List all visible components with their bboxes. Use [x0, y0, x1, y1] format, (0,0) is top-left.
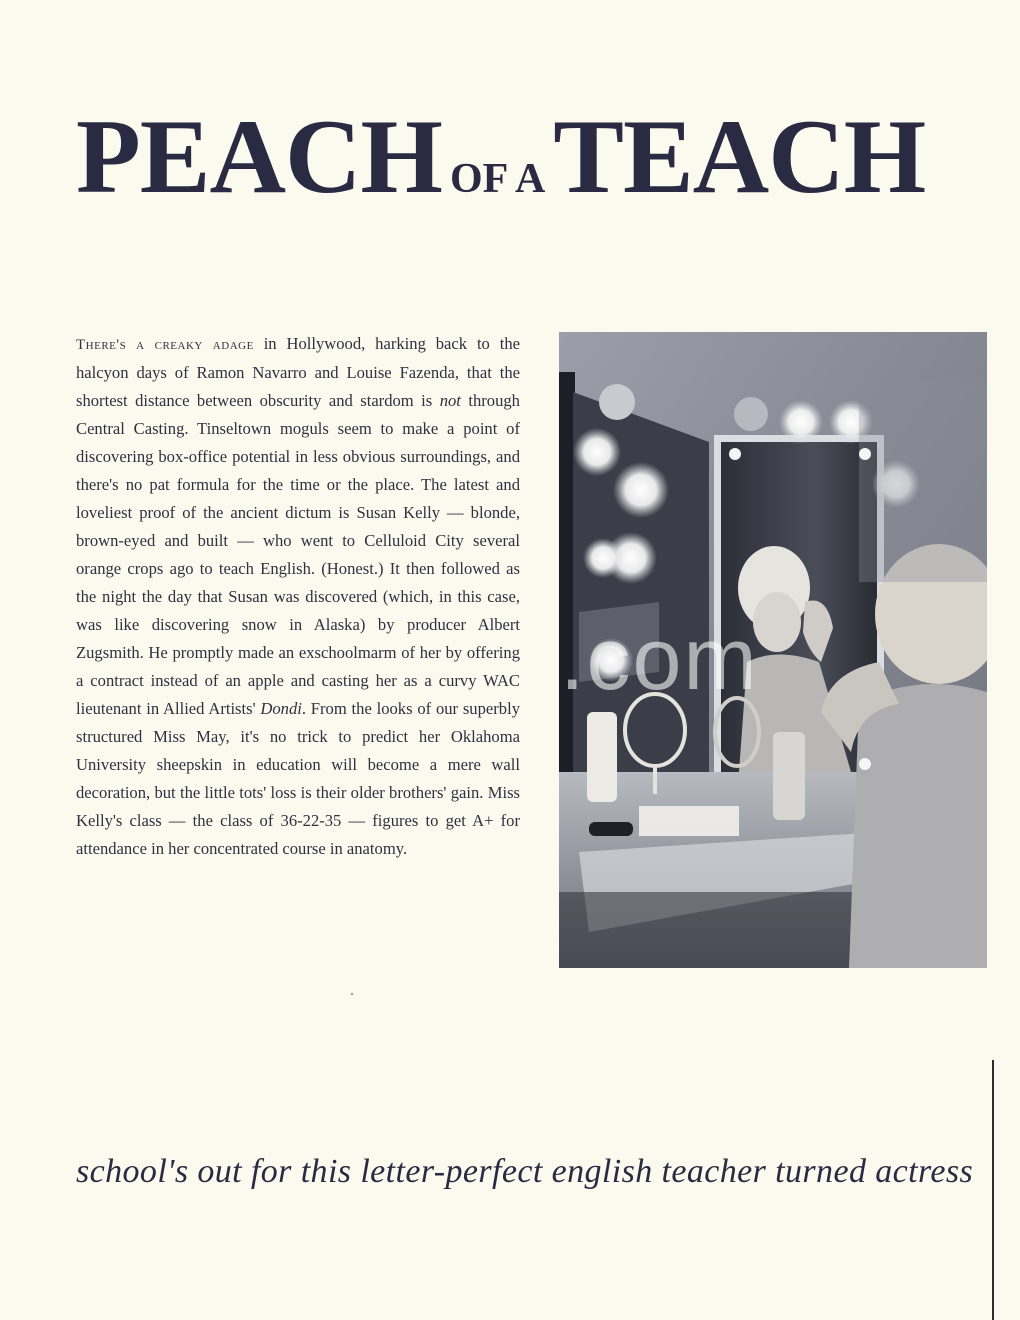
- print-speck: [351, 993, 353, 995]
- caption: school's out for this letter-perfect english teacher turned actress: [76, 1153, 974, 1190]
- vanity-bulb: [573, 428, 621, 476]
- article-text-3: . From the looks of our superbly structured Miss May, it's no trick to predict her Oklahoma University sheepskin in education will become a mere wall decoration, but the little tots' loss is their older brothers' gain. Miss Kelly's class — the class of 36-22-35 — figures to get A+ for attendance in her concentrated course in anatomy.: [76, 699, 520, 858]
- woman-sweater: [849, 684, 987, 968]
- vanity-bulb-dim: [599, 384, 635, 420]
- page-edge-rule: [992, 1060, 994, 1320]
- vanity-bulb-dim: [734, 397, 768, 431]
- vanity-bulb: [613, 462, 669, 518]
- article-emphasis-not: not: [439, 391, 461, 410]
- article-body: [76, 330, 520, 863]
- hand-mirror-stand: [653, 764, 657, 794]
- headline: [76, 98, 990, 216]
- mirror-stud: [729, 448, 741, 460]
- headline-teach: TEACH: [553, 98, 926, 215]
- article-lead-in: There's a creaky adage: [76, 337, 254, 353]
- watermark-text: .com: [560, 609, 759, 708]
- counter-papers: [639, 806, 739, 836]
- spray-can: [587, 712, 617, 802]
- vanity-bulb: [583, 538, 623, 578]
- mirror-stud: [859, 758, 871, 770]
- spray-can: [773, 732, 805, 820]
- eyeglasses: [589, 822, 633, 836]
- mirror-stud: [859, 448, 871, 460]
- vanity-bulb: [779, 400, 823, 444]
- article-emphasis-dondi: Dondi: [260, 699, 302, 718]
- reflection-face: [753, 592, 801, 652]
- background-shadow: [859, 382, 987, 582]
- headline-peach: PEACH: [76, 98, 442, 215]
- article-text-1: in Hollywood, harking back to the halcyon days of Ramon Navarro and Louise Fazenda, that the shortest distance between obscurity and stardom is: [76, 334, 520, 410]
- article-text-2: through Central Casting. Tinseltown moguls seem to make a point of discovering box-office potential in less obvious surroundings, and there's no pat formula for the time or the place. The latest and loveliest proof of the ancient dictum is Susan Kelly — blonde, brown-eyed and built — who went to Celluloid City several orange crops ago to teach English. (Honest.) It then followed as the night the day that Susan was discovered (which, in this case, was like discovering snow in Alaska) by producer Albert Zugsmith. He promptly made an exschoolmarm of her by offering a contract instead of an apple and casting her as a curvy WAC lieutenant in Allied Artists': [76, 391, 520, 718]
- headline-of-a: OF A: [450, 156, 546, 202]
